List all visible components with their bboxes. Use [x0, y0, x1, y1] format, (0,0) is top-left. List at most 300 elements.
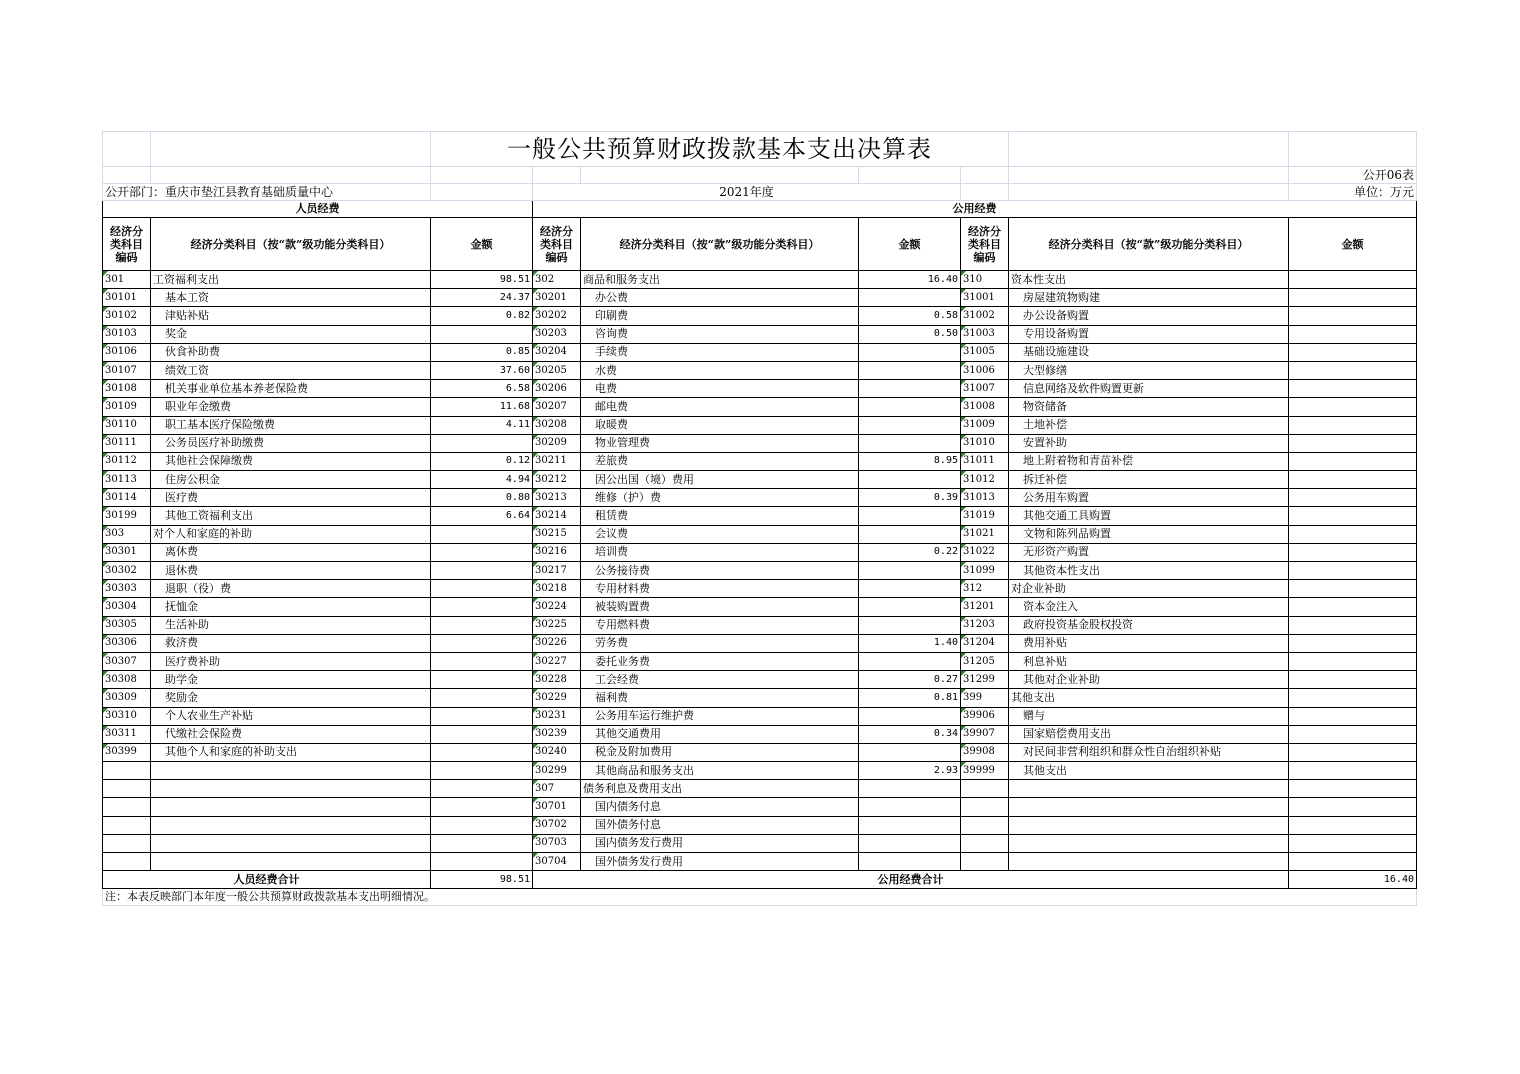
econ-subject-cell: 物资储备 [1009, 398, 1289, 416]
econ-subject-cell: 基础设施建设 [1009, 343, 1289, 361]
amount-cell [431, 762, 533, 780]
econ-subject-cell: 委托业务费 [581, 652, 859, 670]
amount-cell [859, 580, 961, 598]
econ-code-cell: 30399 [103, 743, 151, 761]
econ-code-cell: 31009 [961, 416, 1009, 434]
econ-code-cell: 39907 [961, 725, 1009, 743]
econ-subject-cell: 培训费 [581, 543, 859, 561]
econ-subject-cell: 印刷费 [581, 307, 859, 325]
econ-subject-cell: 专用设备购置 [1009, 325, 1289, 343]
amount-cell [431, 652, 533, 670]
amount-cell: 16.40 [859, 271, 961, 289]
table-number: 公开06表 [1289, 167, 1417, 184]
econ-code-cell: 30216 [533, 543, 581, 561]
econ-code-cell: 30211 [533, 452, 581, 470]
amount-cell [859, 707, 961, 725]
econ-subject-cell: 因公出国（境）费用 [581, 471, 859, 489]
econ-subject-cell: 国外债务发行费用 [581, 853, 859, 871]
amount-cell: 0.82 [431, 307, 533, 325]
econ-subject-cell: 劳务费 [581, 634, 859, 652]
econ-subject-cell: 费用补贴 [1009, 634, 1289, 652]
amount-cell [1289, 434, 1417, 452]
econ-subject-cell: 对个人和家庭的补助 [151, 525, 431, 543]
table-row [103, 707, 1417, 725]
econ-subject-cell: 国外债务付息 [581, 816, 859, 834]
amount-cell [859, 616, 961, 634]
amount-cell [1289, 853, 1417, 871]
amount-cell [1289, 707, 1417, 725]
econ-subject-cell: 其他社会保障缴费 [151, 452, 431, 470]
amount-cell: 6.58 [431, 380, 533, 398]
amount-cell [1289, 562, 1417, 580]
econ-subject-cell: 办公费 [581, 289, 859, 307]
econ-code-cell: 30113 [103, 471, 151, 489]
econ-code-cell: 30240 [533, 743, 581, 761]
amount-cell [431, 834, 533, 852]
amount-cell [1289, 271, 1417, 289]
econ-code-cell: 31019 [961, 507, 1009, 525]
amount-cell [859, 834, 961, 852]
econ-subject-cell: 对企业补助 [1009, 580, 1289, 598]
amount-cell [859, 598, 961, 616]
econ-subject-cell: 资本性支出 [1009, 271, 1289, 289]
amount-cell [431, 671, 533, 689]
col-amount-header: 金额 [1289, 218, 1417, 271]
econ-code-cell: 303 [103, 525, 151, 543]
econ-code-cell: 30702 [533, 816, 581, 834]
econ-code-cell: 30214 [533, 507, 581, 525]
econ-subject-cell [1009, 780, 1289, 798]
amount-cell [1289, 598, 1417, 616]
amount-cell: 6.64 [431, 507, 533, 525]
department-label: 公开部门：重庆市垫江县教育基础质量中心 [103, 184, 431, 201]
econ-code-cell: 30306 [103, 634, 151, 652]
econ-code-cell: 31021 [961, 525, 1009, 543]
econ-code-cell: 30309 [103, 689, 151, 707]
table-row [103, 307, 1417, 325]
table-row [103, 598, 1417, 616]
econ-code-cell: 30302 [103, 562, 151, 580]
amount-cell: 4.11 [431, 416, 533, 434]
econ-subject-cell: 其他资本性支出 [1009, 562, 1289, 580]
econ-code-cell: 399 [961, 689, 1009, 707]
table-row [103, 798, 1417, 816]
econ-code-cell: 302 [533, 271, 581, 289]
group-public: 公用经费 [533, 201, 1417, 218]
econ-subject-cell: 公务用车购置 [1009, 489, 1289, 507]
amount-cell [859, 398, 961, 416]
spreadsheet [102, 131, 1416, 906]
amount-cell: 2.93 [859, 762, 961, 780]
econ-code-cell: 30703 [533, 834, 581, 852]
amount-cell [1289, 689, 1417, 707]
econ-subject-cell: 其他支出 [1009, 689, 1289, 707]
col-amount-header: 金额 [431, 218, 533, 271]
econ-subject-cell [151, 798, 431, 816]
table-row [103, 343, 1417, 361]
amount-cell [1289, 580, 1417, 598]
econ-subject-cell: 会议费 [581, 525, 859, 543]
econ-code-cell: 310 [961, 271, 1009, 289]
econ-code-cell: 30209 [533, 434, 581, 452]
econ-subject-cell: 公务接待费 [581, 562, 859, 580]
econ-subject-cell: 物业管理费 [581, 434, 859, 452]
econ-subject-cell: 国家赔偿费用支出 [1009, 725, 1289, 743]
econ-code-cell: 30304 [103, 598, 151, 616]
econ-code-cell: 30231 [533, 707, 581, 725]
amount-cell: 0.58 [859, 307, 961, 325]
total-row [103, 871, 1417, 889]
total-personnel-label: 人员经费合计 [103, 871, 431, 889]
econ-subject-cell: 抚恤金 [151, 598, 431, 616]
econ-code-cell [103, 762, 151, 780]
econ-subject-cell: 办公设备购置 [1009, 307, 1289, 325]
econ-subject-cell: 其他工资福利支出 [151, 507, 431, 525]
table-row [103, 616, 1417, 634]
econ-subject-cell: 津贴补贴 [151, 307, 431, 325]
table-row [103, 543, 1417, 561]
econ-subject-cell [1009, 816, 1289, 834]
econ-code-cell [103, 798, 151, 816]
table-row [103, 834, 1417, 852]
amount-cell [859, 434, 961, 452]
table-row [103, 507, 1417, 525]
econ-code-cell: 30311 [103, 725, 151, 743]
amount-cell [431, 525, 533, 543]
econ-code-cell: 31299 [961, 671, 1009, 689]
econ-code-cell: 30110 [103, 416, 151, 434]
econ-code-cell: 30111 [103, 434, 151, 452]
amount-cell [1289, 398, 1417, 416]
econ-code-cell [961, 816, 1009, 834]
col-code-header: 经济分类科目编码 [103, 218, 151, 271]
econ-code-cell: 307 [533, 780, 581, 798]
econ-code-cell: 30206 [533, 380, 581, 398]
econ-subject-cell: 生活补助 [151, 616, 431, 634]
econ-code-cell: 30239 [533, 725, 581, 743]
econ-subject-cell: 其他个人和家庭的补助支出 [151, 743, 431, 761]
econ-code-cell: 31002 [961, 307, 1009, 325]
amount-cell [1289, 616, 1417, 634]
amount-cell [1289, 489, 1417, 507]
col-code-header: 经济分类科目编码 [961, 218, 1009, 271]
table-row [103, 743, 1417, 761]
econ-code-cell: 31007 [961, 380, 1009, 398]
econ-code-cell: 30215 [533, 525, 581, 543]
amount-cell: 24.37 [431, 289, 533, 307]
econ-code-cell: 30225 [533, 616, 581, 634]
econ-code-cell: 30299 [533, 762, 581, 780]
amount-cell [859, 816, 961, 834]
econ-subject-cell: 利息补贴 [1009, 652, 1289, 670]
econ-subject-cell: 工资福利支出 [151, 271, 431, 289]
econ-code-cell: 30205 [533, 361, 581, 379]
amount-cell [1289, 543, 1417, 561]
table-row [103, 434, 1417, 452]
econ-subject-cell: 信息网络及软件购置更新 [1009, 380, 1289, 398]
econ-subject-cell: 其他交通工具购置 [1009, 507, 1289, 525]
econ-code-cell [103, 853, 151, 871]
amount-cell [1289, 652, 1417, 670]
econ-subject-cell: 其他交通费用 [581, 725, 859, 743]
table-row [103, 471, 1417, 489]
econ-code-cell: 30212 [533, 471, 581, 489]
econ-subject-cell: 拆迁补偿 [1009, 471, 1289, 489]
table-row [103, 762, 1417, 780]
econ-code-cell: 30203 [533, 325, 581, 343]
econ-code-cell: 30202 [533, 307, 581, 325]
amount-cell [1289, 507, 1417, 525]
table-row [103, 271, 1417, 289]
table-row [103, 489, 1417, 507]
table-row [103, 652, 1417, 670]
econ-subject-cell: 退职（役）费 [151, 580, 431, 598]
amount-cell [859, 361, 961, 379]
econ-subject-cell: 工会经费 [581, 671, 859, 689]
amount-cell [1289, 634, 1417, 652]
econ-code-cell: 31203 [961, 616, 1009, 634]
amount-cell [859, 507, 961, 525]
amount-cell [431, 634, 533, 652]
table-row [103, 689, 1417, 707]
total-public-value: 16.40 [1289, 871, 1417, 889]
econ-subject-cell: 基本工资 [151, 289, 431, 307]
econ-code-cell: 30204 [533, 343, 581, 361]
amount-cell [1289, 816, 1417, 834]
econ-code-cell: 312 [961, 580, 1009, 598]
amount-cell [431, 562, 533, 580]
econ-subject-cell: 职工基本医疗保险缴费 [151, 416, 431, 434]
amount-cell [859, 853, 961, 871]
table-row [103, 562, 1417, 580]
amount-cell [431, 780, 533, 798]
econ-subject-cell: 国内债务发行费用 [581, 834, 859, 852]
table-row [103, 780, 1417, 798]
econ-subject-cell: 专用材料费 [581, 580, 859, 598]
amount-cell [859, 562, 961, 580]
econ-subject-cell: 维修（护）费 [581, 489, 859, 507]
econ-code-cell: 31008 [961, 398, 1009, 416]
col-subject-header: 经济分类科目（按“款”级功能分类科目） [1009, 218, 1289, 271]
econ-code-cell: 30305 [103, 616, 151, 634]
amount-cell: 8.95 [859, 452, 961, 470]
amount-cell [431, 616, 533, 634]
amount-cell [1289, 834, 1417, 852]
col-code-header: 经济分类科目编码 [533, 218, 581, 271]
econ-subject-cell: 个人农业生产补贴 [151, 707, 431, 725]
amount-cell [1289, 380, 1417, 398]
group-header-row [103, 201, 1417, 218]
col-subject-header: 经济分类科目（按“款”级功能分类科目） [581, 218, 859, 271]
econ-subject-cell: 租赁费 [581, 507, 859, 525]
amount-cell: 1.40 [859, 634, 961, 652]
note-row [103, 889, 1417, 906]
amount-cell [431, 725, 533, 743]
econ-subject-cell: 水费 [581, 361, 859, 379]
amount-cell [859, 416, 961, 434]
col-amount-header: 金额 [859, 218, 961, 271]
amount-cell [1289, 798, 1417, 816]
econ-code-cell: 31099 [961, 562, 1009, 580]
econ-subject-cell: 退休费 [151, 562, 431, 580]
econ-subject-cell: 公务用车运行维护费 [581, 707, 859, 725]
amount-cell [431, 325, 533, 343]
econ-subject-cell: 职业年金缴费 [151, 398, 431, 416]
econ-subject-cell: 邮电费 [581, 398, 859, 416]
econ-subject-cell: 税金及附加费用 [581, 743, 859, 761]
econ-subject-cell [151, 780, 431, 798]
econ-code-cell: 30108 [103, 380, 151, 398]
amount-cell: 0.34 [859, 725, 961, 743]
table-row [103, 380, 1417, 398]
econ-code-cell [103, 816, 151, 834]
econ-code-cell: 39999 [961, 762, 1009, 780]
amount-cell: 0.80 [431, 489, 533, 507]
table-row [103, 452, 1417, 470]
econ-code-cell: 30201 [533, 289, 581, 307]
econ-code-cell: 301 [103, 271, 151, 289]
econ-subject-cell: 专用燃料费 [581, 616, 859, 634]
amount-cell: 4.94 [431, 471, 533, 489]
econ-subject-cell [151, 853, 431, 871]
econ-code-cell: 31204 [961, 634, 1009, 652]
econ-subject-cell: 机关事业单位基本养老保险费 [151, 380, 431, 398]
amount-cell [1289, 325, 1417, 343]
econ-subject-cell: 赠与 [1009, 707, 1289, 725]
econ-subject-cell: 无形资产购置 [1009, 543, 1289, 561]
econ-code-cell: 30310 [103, 707, 151, 725]
amount-cell [859, 380, 961, 398]
econ-subject-cell: 救济费 [151, 634, 431, 652]
table-number-row [103, 167, 1417, 184]
econ-code-cell: 31013 [961, 489, 1009, 507]
econ-subject-cell: 奖励金 [151, 689, 431, 707]
amount-cell [1289, 725, 1417, 743]
econ-code-cell: 39906 [961, 707, 1009, 725]
econ-subject-cell [1009, 798, 1289, 816]
econ-code-cell: 39908 [961, 743, 1009, 761]
econ-subject-cell: 其他支出 [1009, 762, 1289, 780]
econ-subject-cell: 咨询费 [581, 325, 859, 343]
column-header-row [103, 218, 1417, 271]
amount-cell [431, 543, 533, 561]
amount-cell [431, 743, 533, 761]
econ-code-cell: 30226 [533, 634, 581, 652]
amount-cell [1289, 452, 1417, 470]
amount-cell [859, 525, 961, 543]
amount-cell [859, 743, 961, 761]
table-note: 注：本表反映部门本年度一般公共预算财政拨款基本支出明细情况。 [103, 889, 1417, 906]
econ-subject-cell: 取暖费 [581, 416, 859, 434]
econ-subject-cell [151, 834, 431, 852]
econ-code-cell: 30229 [533, 689, 581, 707]
econ-subject-cell: 商品和服务支出 [581, 271, 859, 289]
econ-code-cell [961, 798, 1009, 816]
econ-code-cell: 30217 [533, 562, 581, 580]
table-row [103, 580, 1417, 598]
econ-subject-cell: 差旅费 [581, 452, 859, 470]
econ-subject-cell: 大型修缮 [1009, 361, 1289, 379]
amount-cell [431, 798, 533, 816]
table-row [103, 853, 1417, 871]
amount-cell: 11.68 [431, 398, 533, 416]
econ-code-cell: 30213 [533, 489, 581, 507]
econ-code-cell: 30109 [103, 398, 151, 416]
amount-cell [859, 471, 961, 489]
econ-code-cell [103, 834, 151, 852]
econ-code-cell [961, 780, 1009, 798]
amount-cell [1289, 762, 1417, 780]
econ-code-cell: 31012 [961, 471, 1009, 489]
table-row [103, 634, 1417, 652]
econ-code-cell: 31205 [961, 652, 1009, 670]
amount-cell: 0.50 [859, 325, 961, 343]
total-public-label: 公用经费合计 [533, 871, 1289, 889]
page-title: 一般公共预算财政拨款基本支出决算表 [431, 132, 1009, 167]
econ-subject-cell [151, 816, 431, 834]
econ-code-cell: 30218 [533, 580, 581, 598]
econ-code-cell: 31010 [961, 434, 1009, 452]
econ-code-cell: 30106 [103, 343, 151, 361]
econ-code-cell: 31005 [961, 343, 1009, 361]
table-row [103, 416, 1417, 434]
econ-subject-cell: 绩效工资 [151, 361, 431, 379]
amount-cell [1289, 471, 1417, 489]
econ-code-cell: 30307 [103, 652, 151, 670]
amount-cell [1289, 307, 1417, 325]
econ-subject-cell: 代缴社会保险费 [151, 725, 431, 743]
amount-cell [1289, 343, 1417, 361]
econ-subject-cell: 其他对企业补助 [1009, 671, 1289, 689]
econ-subject-cell: 医疗费补助 [151, 652, 431, 670]
table-row [103, 398, 1417, 416]
econ-subject-cell: 文物和陈列品购置 [1009, 525, 1289, 543]
econ-code-cell: 30301 [103, 543, 151, 561]
econ-subject-cell: 公务员医疗补助缴费 [151, 434, 431, 452]
table-row [103, 289, 1417, 307]
amount-cell [859, 289, 961, 307]
col-subject-header: 经济分类科目（按“款”级功能分类科目） [151, 218, 431, 271]
amount-cell: 0.81 [859, 689, 961, 707]
econ-code-cell: 30208 [533, 416, 581, 434]
amount-cell: 0.39 [859, 489, 961, 507]
econ-code-cell: 30227 [533, 652, 581, 670]
econ-code-cell: 30207 [533, 398, 581, 416]
amount-cell [1289, 743, 1417, 761]
amount-cell [859, 343, 961, 361]
econ-subject-cell: 奖金 [151, 325, 431, 343]
amount-cell [1289, 416, 1417, 434]
table-row [103, 725, 1417, 743]
econ-code-cell: 30228 [533, 671, 581, 689]
amount-cell [431, 580, 533, 598]
econ-subject-cell: 被装购置费 [581, 598, 859, 616]
econ-code-cell: 30303 [103, 580, 151, 598]
expenditure-table [102, 131, 1417, 906]
year-label: 2021年度 [533, 184, 961, 201]
econ-code-cell: 31201 [961, 598, 1009, 616]
amount-cell [1289, 671, 1417, 689]
econ-code-cell: 31003 [961, 325, 1009, 343]
econ-code-cell: 30704 [533, 853, 581, 871]
info-row [103, 184, 1417, 201]
amount-cell [1289, 289, 1417, 307]
amount-cell [431, 853, 533, 871]
econ-subject-cell: 房屋建筑物购建 [1009, 289, 1289, 307]
econ-code-cell: 31022 [961, 543, 1009, 561]
econ-subject-cell [151, 762, 431, 780]
table-row [103, 671, 1417, 689]
